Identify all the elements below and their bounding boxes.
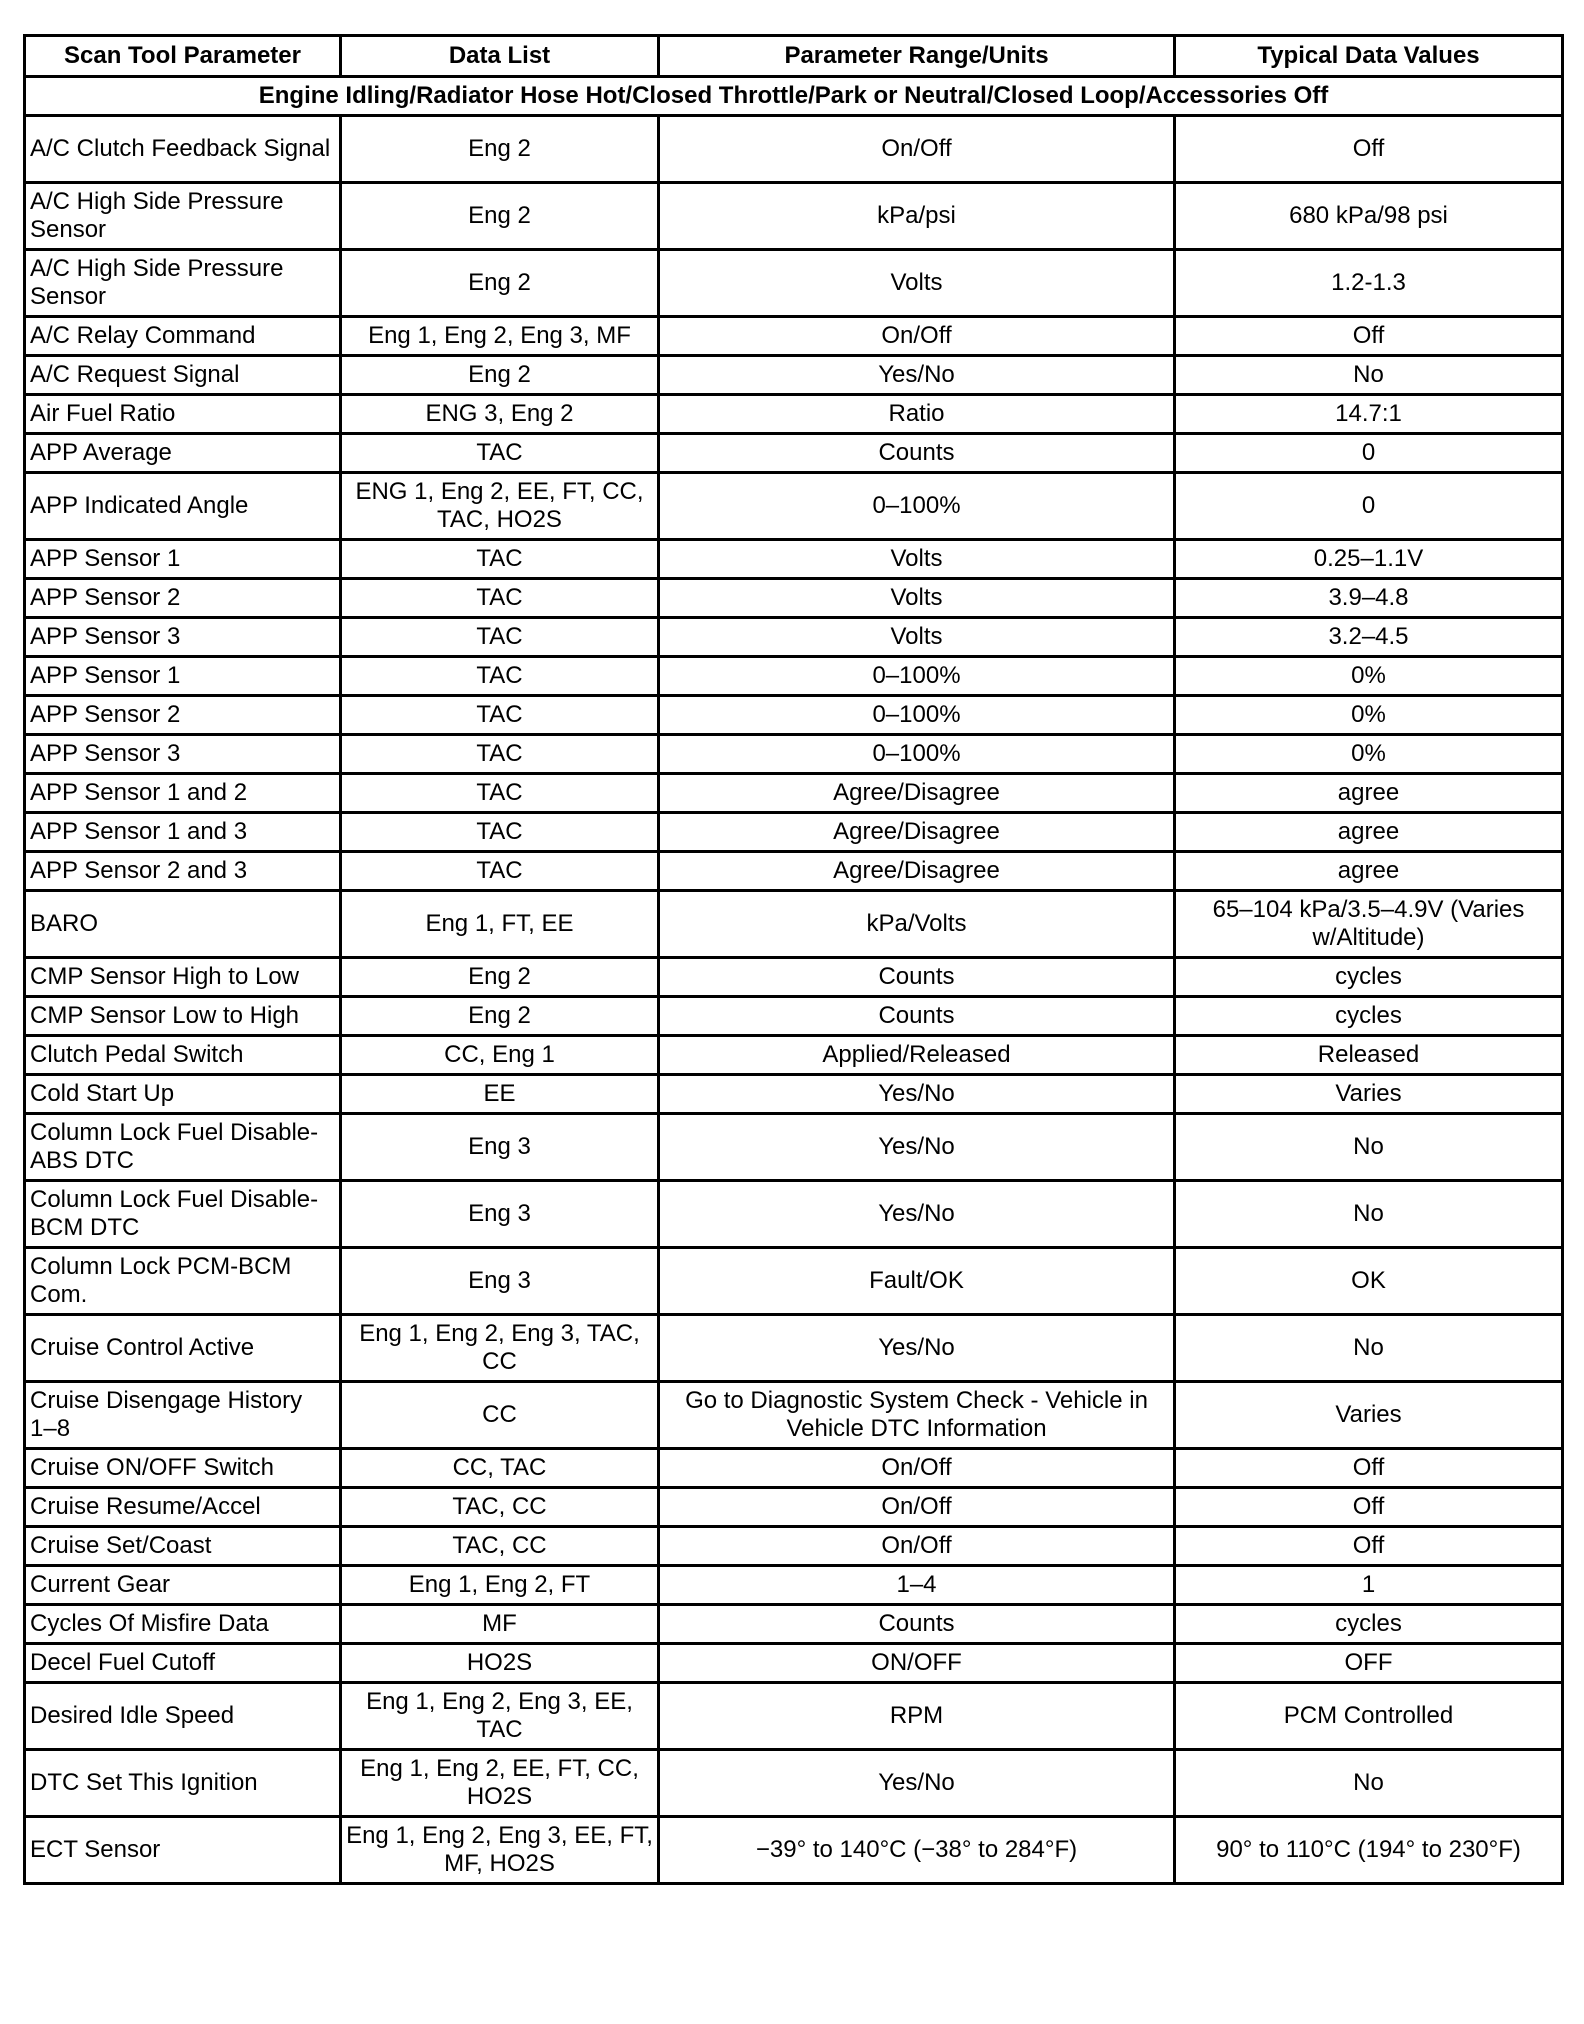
cell-range-units: Fault/OK xyxy=(659,1248,1175,1315)
cell-data-list: Eng 1, Eng 2, Eng 3, EE, FT, MF, HO2S xyxy=(341,1817,659,1884)
cell-typical-value: Off xyxy=(1175,317,1563,356)
cell-data-list: ENG 3, Eng 2 xyxy=(341,395,659,434)
cell-data-list: CC, TAC xyxy=(341,1449,659,1488)
cell-data-list: TAC xyxy=(341,735,659,774)
cell-typical-value: 1.2-1.3 xyxy=(1175,250,1563,317)
table-row xyxy=(25,434,1563,473)
table-row xyxy=(25,1488,1563,1527)
cell-range-units: −39° to 140°C (−38° to 284°F) xyxy=(659,1817,1175,1884)
cell-range-units: Agree/Disagree xyxy=(659,852,1175,891)
cell-typical-value: No xyxy=(1175,1181,1563,1248)
table-row xyxy=(25,183,1563,250)
table-row xyxy=(25,356,1563,395)
cell-parameter: APP Sensor 3 xyxy=(25,618,341,657)
cell-data-list: TAC xyxy=(341,774,659,813)
table-row xyxy=(25,1181,1563,1248)
cell-parameter: APP Sensor 2 and 3 xyxy=(25,852,341,891)
table-row xyxy=(25,1449,1563,1488)
cell-range-units: Yes/No xyxy=(659,1750,1175,1817)
test-condition: Engine Idling/Radiator Hose Hot/Closed Throttle/Park or Neutral/Closed Loop/Accessories Off xyxy=(25,77,1563,116)
cell-data-list: TAC xyxy=(341,434,659,473)
cell-data-list: Eng 2 xyxy=(341,997,659,1036)
cell-parameter: Clutch Pedal Switch xyxy=(25,1036,341,1075)
cell-typical-value: Off xyxy=(1175,116,1563,183)
cell-data-list: Eng 2 xyxy=(341,356,659,395)
cell-typical-value: 0% xyxy=(1175,696,1563,735)
cell-typical-value: agree xyxy=(1175,813,1563,852)
cell-parameter: CMP Sensor High to Low xyxy=(25,958,341,997)
table-row xyxy=(25,1817,1563,1884)
cell-range-units: Volts xyxy=(659,540,1175,579)
cell-typical-value: No xyxy=(1175,1315,1563,1382)
cell-typical-value: Off xyxy=(1175,1488,1563,1527)
cell-typical-value: cycles xyxy=(1175,997,1563,1036)
cell-parameter: APP Sensor 2 xyxy=(25,579,341,618)
cell-data-list: MF xyxy=(341,1605,659,1644)
cell-typical-value: Off xyxy=(1175,1527,1563,1566)
cell-parameter: APP Sensor 3 xyxy=(25,735,341,774)
cell-data-list: HO2S xyxy=(341,1644,659,1683)
cell-parameter: Column Lock Fuel Disable-BCM DTC xyxy=(25,1181,341,1248)
table-row xyxy=(25,395,1563,434)
cell-typical-value: 0% xyxy=(1175,657,1563,696)
cell-parameter: Cold Start Up xyxy=(25,1075,341,1114)
cell-data-list: Eng 1, FT, EE xyxy=(341,891,659,958)
cell-data-list: TAC xyxy=(341,813,659,852)
cell-parameter: APP Sensor 1 and 2 xyxy=(25,774,341,813)
cell-typical-value: 3.2–4.5 xyxy=(1175,618,1563,657)
cell-range-units: Volts xyxy=(659,250,1175,317)
cell-range-units: Counts xyxy=(659,1605,1175,1644)
cell-parameter: Cruise Set/Coast xyxy=(25,1527,341,1566)
table-row xyxy=(25,1605,1563,1644)
cell-parameter: BARO xyxy=(25,891,341,958)
cell-range-units: Volts xyxy=(659,618,1175,657)
cell-parameter: CMP Sensor Low to High xyxy=(25,997,341,1036)
cell-range-units: Counts xyxy=(659,997,1175,1036)
cell-parameter: Cruise Disengage History 1–8 xyxy=(25,1382,341,1449)
table-row xyxy=(25,1382,1563,1449)
header-typical-data-values: Typical Data Values xyxy=(1175,36,1563,77)
cell-typical-value: Varies xyxy=(1175,1075,1563,1114)
table-row xyxy=(25,116,1563,183)
cell-typical-value: 90° to 110°C (194° to 230°F) xyxy=(1175,1817,1563,1884)
table-row xyxy=(25,852,1563,891)
table-row xyxy=(25,317,1563,356)
cell-parameter: Cruise Control Active xyxy=(25,1315,341,1382)
table-row xyxy=(25,696,1563,735)
cell-data-list: Eng 2 xyxy=(341,183,659,250)
cell-parameter: A/C High Side Pressure Sensor xyxy=(25,183,341,250)
cell-parameter: Cycles Of Misfire Data xyxy=(25,1605,341,1644)
cell-data-list: Eng 1, Eng 2, Eng 3, EE, TAC xyxy=(341,1683,659,1750)
table-row xyxy=(25,618,1563,657)
cell-typical-value: agree xyxy=(1175,852,1563,891)
cell-typical-value: No xyxy=(1175,1750,1563,1817)
table-row xyxy=(25,1644,1563,1683)
cell-parameter: A/C Clutch Feedback Signal xyxy=(25,116,341,183)
header-parameter-range-units: Parameter Range/Units xyxy=(659,36,1175,77)
cell-range-units: Ratio xyxy=(659,395,1175,434)
cell-range-units: 0–100% xyxy=(659,473,1175,540)
cell-data-list: TAC, CC xyxy=(341,1527,659,1566)
table-row xyxy=(25,813,1563,852)
cell-data-list: TAC xyxy=(341,852,659,891)
condition-row xyxy=(25,77,1563,116)
cell-range-units: Counts xyxy=(659,958,1175,997)
cell-typical-value: 0 xyxy=(1175,473,1563,540)
cell-typical-value: No xyxy=(1175,1114,1563,1181)
table-row xyxy=(25,997,1563,1036)
cell-data-list: TAC xyxy=(341,657,659,696)
cell-parameter: APP Sensor 1 xyxy=(25,540,341,579)
cell-typical-value: Varies xyxy=(1175,1382,1563,1449)
cell-range-units: 0–100% xyxy=(659,735,1175,774)
cell-parameter: Air Fuel Ratio xyxy=(25,395,341,434)
cell-range-units: ON/OFF xyxy=(659,1644,1175,1683)
cell-data-list: CC xyxy=(341,1382,659,1449)
table-row xyxy=(25,250,1563,317)
table-row xyxy=(25,657,1563,696)
cell-range-units: On/Off xyxy=(659,116,1175,183)
cell-typical-value: OFF xyxy=(1175,1644,1563,1683)
cell-parameter: Cruise ON/OFF Switch xyxy=(25,1449,341,1488)
cell-range-units: 0–100% xyxy=(659,696,1175,735)
header-scan-tool-parameter: Scan Tool Parameter xyxy=(25,36,341,77)
cell-typical-value: OK xyxy=(1175,1248,1563,1315)
cell-typical-value: cycles xyxy=(1175,1605,1563,1644)
cell-range-units: Yes/No xyxy=(659,1114,1175,1181)
cell-typical-value: 65–104 kPa/3.5–4.9V (Varies w/Altitude) xyxy=(1175,891,1563,958)
cell-data-list: Eng 2 xyxy=(341,116,659,183)
scan-tool-data-table xyxy=(23,34,1564,1885)
cell-data-list: TAC xyxy=(341,579,659,618)
cell-data-list: CC, Eng 1 xyxy=(341,1036,659,1075)
cell-parameter: A/C High Side Pressure Sensor xyxy=(25,250,341,317)
table-row xyxy=(25,1114,1563,1181)
cell-range-units: Yes/No xyxy=(659,1315,1175,1382)
cell-range-units: Yes/No xyxy=(659,356,1175,395)
cell-range-units: On/Off xyxy=(659,1527,1175,1566)
cell-parameter: A/C Relay Command xyxy=(25,317,341,356)
cell-range-units: On/Off xyxy=(659,1449,1175,1488)
header-data-list: Data List xyxy=(341,36,659,77)
cell-parameter: Cruise Resume/Accel xyxy=(25,1488,341,1527)
table-row xyxy=(25,774,1563,813)
cell-parameter: DTC Set This Ignition xyxy=(25,1750,341,1817)
cell-range-units: Agree/Disagree xyxy=(659,813,1175,852)
table-row xyxy=(25,891,1563,958)
cell-typical-value: 680 kPa/98 psi xyxy=(1175,183,1563,250)
cell-typical-value: Off xyxy=(1175,1449,1563,1488)
cell-data-list: Eng 1, Eng 2, EE, FT, CC, HO2S xyxy=(341,1750,659,1817)
cell-parameter: APP Sensor 1 xyxy=(25,657,341,696)
cell-data-list: ENG 1, Eng 2, EE, FT, CC, TAC, HO2S xyxy=(341,473,659,540)
table-row xyxy=(25,1566,1563,1605)
cell-typical-value: PCM Controlled xyxy=(1175,1683,1563,1750)
cell-parameter: Decel Fuel Cutoff xyxy=(25,1644,341,1683)
cell-data-list: Eng 2 xyxy=(341,958,659,997)
cell-range-units: Yes/No xyxy=(659,1075,1175,1114)
table-row xyxy=(25,1036,1563,1075)
cell-typical-value: 1 xyxy=(1175,1566,1563,1605)
cell-range-units: Agree/Disagree xyxy=(659,774,1175,813)
cell-range-units: On/Off xyxy=(659,317,1175,356)
cell-parameter: APP Sensor 2 xyxy=(25,696,341,735)
cell-range-units: kPa/Volts xyxy=(659,891,1175,958)
table-row xyxy=(25,1750,1563,1817)
cell-data-list: Eng 1, Eng 2, FT xyxy=(341,1566,659,1605)
cell-parameter: Column Lock Fuel Disable-ABS DTC xyxy=(25,1114,341,1181)
cell-range-units: On/Off xyxy=(659,1488,1175,1527)
cell-data-list: Eng 1, Eng 2, Eng 3, MF xyxy=(341,317,659,356)
cell-typical-value: agree xyxy=(1175,774,1563,813)
cell-data-list: Eng 3 xyxy=(341,1181,659,1248)
cell-parameter: Current Gear xyxy=(25,1566,341,1605)
cell-data-list: Eng 1, Eng 2, Eng 3, TAC, CC xyxy=(341,1315,659,1382)
cell-typical-value: 14.7:1 xyxy=(1175,395,1563,434)
cell-data-list: EE xyxy=(341,1075,659,1114)
table-row xyxy=(25,958,1563,997)
cell-parameter: APP Indicated Angle xyxy=(25,473,341,540)
table-row xyxy=(25,1683,1563,1750)
header-row xyxy=(25,36,1563,77)
table-row xyxy=(25,540,1563,579)
cell-parameter: Column Lock PCM-BCM Com. xyxy=(25,1248,341,1315)
cell-typical-value: 0 xyxy=(1175,434,1563,473)
table-row xyxy=(25,1075,1563,1114)
cell-parameter: ECT Sensor xyxy=(25,1817,341,1884)
cell-parameter: Desired Idle Speed xyxy=(25,1683,341,1750)
cell-parameter: A/C Request Signal xyxy=(25,356,341,395)
cell-data-list: TAC xyxy=(341,540,659,579)
scan-tool-data-table-container xyxy=(23,34,1561,1885)
cell-parameter: APP Average xyxy=(25,434,341,473)
table-row xyxy=(25,1527,1563,1566)
table-row xyxy=(25,473,1563,540)
cell-range-units: Go to Diagnostic System Check - Vehicle in Vehicle DTC Information xyxy=(659,1382,1175,1449)
cell-parameter: APP Sensor 1 and 3 xyxy=(25,813,341,852)
cell-range-units: RPM xyxy=(659,1683,1175,1750)
cell-range-units: 0–100% xyxy=(659,657,1175,696)
cell-range-units: Applied/Released xyxy=(659,1036,1175,1075)
cell-range-units: Volts xyxy=(659,579,1175,618)
cell-typical-value: 3.9–4.8 xyxy=(1175,579,1563,618)
cell-typical-value: cycles xyxy=(1175,958,1563,997)
cell-typical-value: 0.25–1.1V xyxy=(1175,540,1563,579)
cell-data-list: Eng 3 xyxy=(341,1114,659,1181)
cell-range-units: Counts xyxy=(659,434,1175,473)
cell-data-list: Eng 3 xyxy=(341,1248,659,1315)
cell-data-list: Eng 2 xyxy=(341,250,659,317)
cell-typical-value: Released xyxy=(1175,1036,1563,1075)
table-row xyxy=(25,1248,1563,1315)
cell-typical-value: No xyxy=(1175,356,1563,395)
cell-data-list: TAC, CC xyxy=(341,1488,659,1527)
cell-data-list: TAC xyxy=(341,696,659,735)
cell-typical-value: 0% xyxy=(1175,735,1563,774)
cell-range-units: 1–4 xyxy=(659,1566,1175,1605)
cell-range-units: kPa/psi xyxy=(659,183,1175,250)
table-row xyxy=(25,735,1563,774)
table-row xyxy=(25,579,1563,618)
cell-data-list: TAC xyxy=(341,618,659,657)
table-row xyxy=(25,1315,1563,1382)
cell-range-units: Yes/No xyxy=(659,1181,1175,1248)
